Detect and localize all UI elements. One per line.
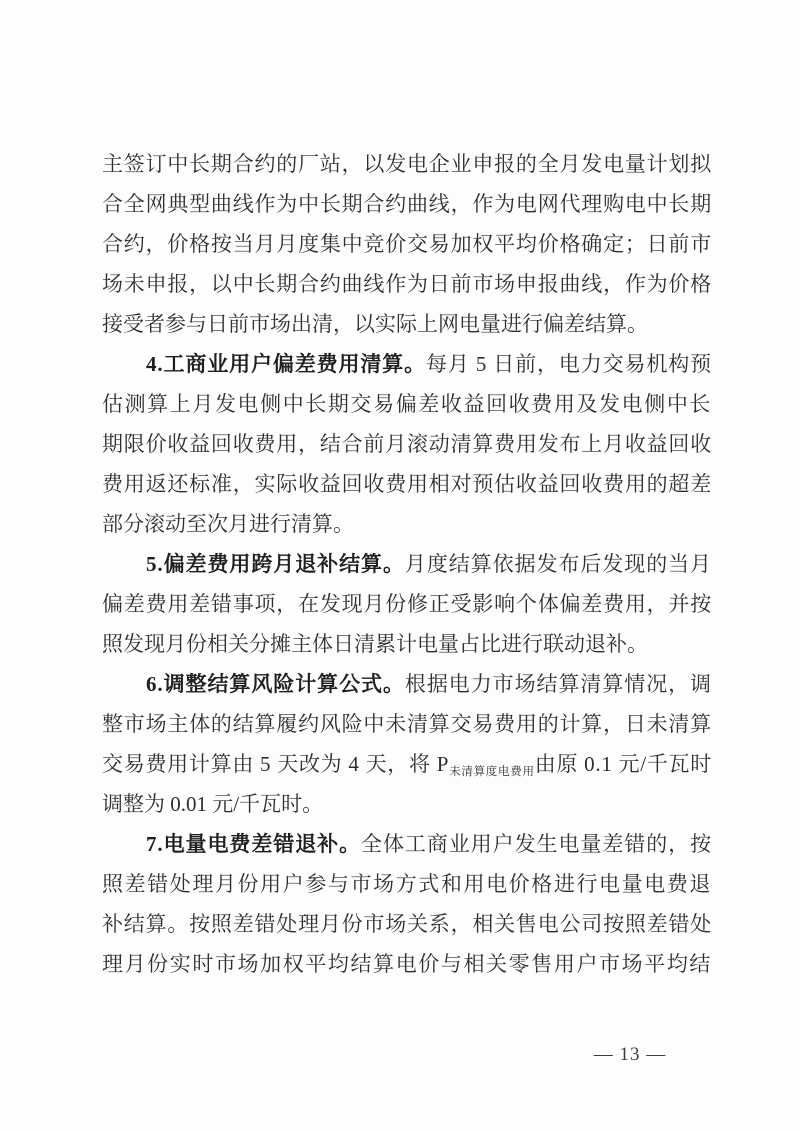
clause-heading: 4.工商业用户偏差费用清算。 xyxy=(146,352,426,376)
body-text: 合全网典型曲线作为中长期合约曲线，作为电网代理购电中长期 xyxy=(102,192,713,216)
clause-heading: 7.电量电费差错退补。 xyxy=(146,832,362,856)
formula-subscript: 未清算度电费用 xyxy=(449,766,535,778)
text-line xyxy=(102,864,712,904)
body-text: 根据电力市场结算清算情况，调 xyxy=(404,672,712,696)
text-line xyxy=(102,504,712,544)
text-line xyxy=(102,904,712,944)
body-text: 照差错处理月份用户参与市场方式和用电价格进行电量电费退 xyxy=(102,872,713,896)
clause-heading: 5.偏差费用跨月退补结算。 xyxy=(146,552,405,576)
body-text: 偏差费用差错事项，在发现月份修正受影响个体偏差费用，并按 xyxy=(102,592,713,616)
body-text: 主签订中长期合约的厂站，以发电企业申报的全月发电量计划拟 xyxy=(102,152,713,176)
text-line xyxy=(102,384,712,424)
text-line xyxy=(102,344,712,384)
page-number: — 13 — xyxy=(593,1044,667,1065)
text-line xyxy=(102,304,712,344)
body-text: 月度结算依据发布后发现的当月 xyxy=(404,552,712,576)
body-text: 照发现月份相关分摊主体日清累计电量占比进行联动退补。 xyxy=(102,632,648,656)
paragraph xyxy=(102,144,712,344)
body-text: 接受者参与日前市场出清，以实际上网电量进行偏差结算。 xyxy=(102,312,648,336)
text-line xyxy=(102,944,712,984)
text-line xyxy=(102,184,712,224)
body-text: 部分滚动至次月进行清算。 xyxy=(102,512,354,536)
text-line xyxy=(102,704,712,744)
body-text: 由原 0.1 元/千瓦时 xyxy=(534,752,712,776)
text-line xyxy=(102,624,712,664)
body-text: 合约，价格按当月月度集中竞价交易加权平均价格确定；日前市 xyxy=(102,232,713,256)
text-line xyxy=(102,584,712,624)
text-line xyxy=(102,824,712,864)
body-text: 全体工商业用户发生电量差错的，按 xyxy=(361,832,713,856)
text-line xyxy=(102,144,712,184)
body-text: 期限价收益回收费用，结合前月滚动清算费用发布上月收益回收 xyxy=(102,432,713,456)
body-text: 调整为 0.01 元/千瓦时。 xyxy=(102,792,324,816)
body-text: 费用返还标准，实际收益回收费用相对预估收益回收费用的超差 xyxy=(102,472,713,496)
text-line xyxy=(102,424,712,464)
text-line xyxy=(102,744,712,784)
document-body xyxy=(102,144,712,984)
text-line xyxy=(102,664,712,704)
text-line xyxy=(102,224,712,264)
text-line xyxy=(102,464,712,504)
body-text: 补结算。按照差错处理月份市场关系，相关售电公司按照差错处 xyxy=(102,912,713,936)
body-text: 每月 5 日前，电力交易机构预 xyxy=(425,352,713,376)
body-text: 理月份实时市场加权平均结算电价与相关零售用户市场平均结 xyxy=(102,952,713,976)
text-line xyxy=(102,264,712,304)
body-text: 估测算上月发电侧中长期交易偏差收益回收费用及发电侧中长 xyxy=(102,392,713,416)
body-text: 场未申报，以中长期合约曲线作为日前市场申报曲线，作为价格 xyxy=(102,272,713,296)
clause-heading: 6.调整结算风险计算公式。 xyxy=(146,672,405,696)
paragraph xyxy=(102,664,712,824)
body-text: 交易费用计算由 5 天改为 4 天，将 P xyxy=(102,752,450,776)
body-text: 整市场主体的结算履约风险中未清算交易费用的计算，日未清算 xyxy=(102,712,713,736)
text-line xyxy=(102,544,712,584)
paragraph xyxy=(102,544,712,664)
paragraph xyxy=(102,824,712,984)
text-line xyxy=(102,784,712,824)
paragraph xyxy=(102,344,712,544)
